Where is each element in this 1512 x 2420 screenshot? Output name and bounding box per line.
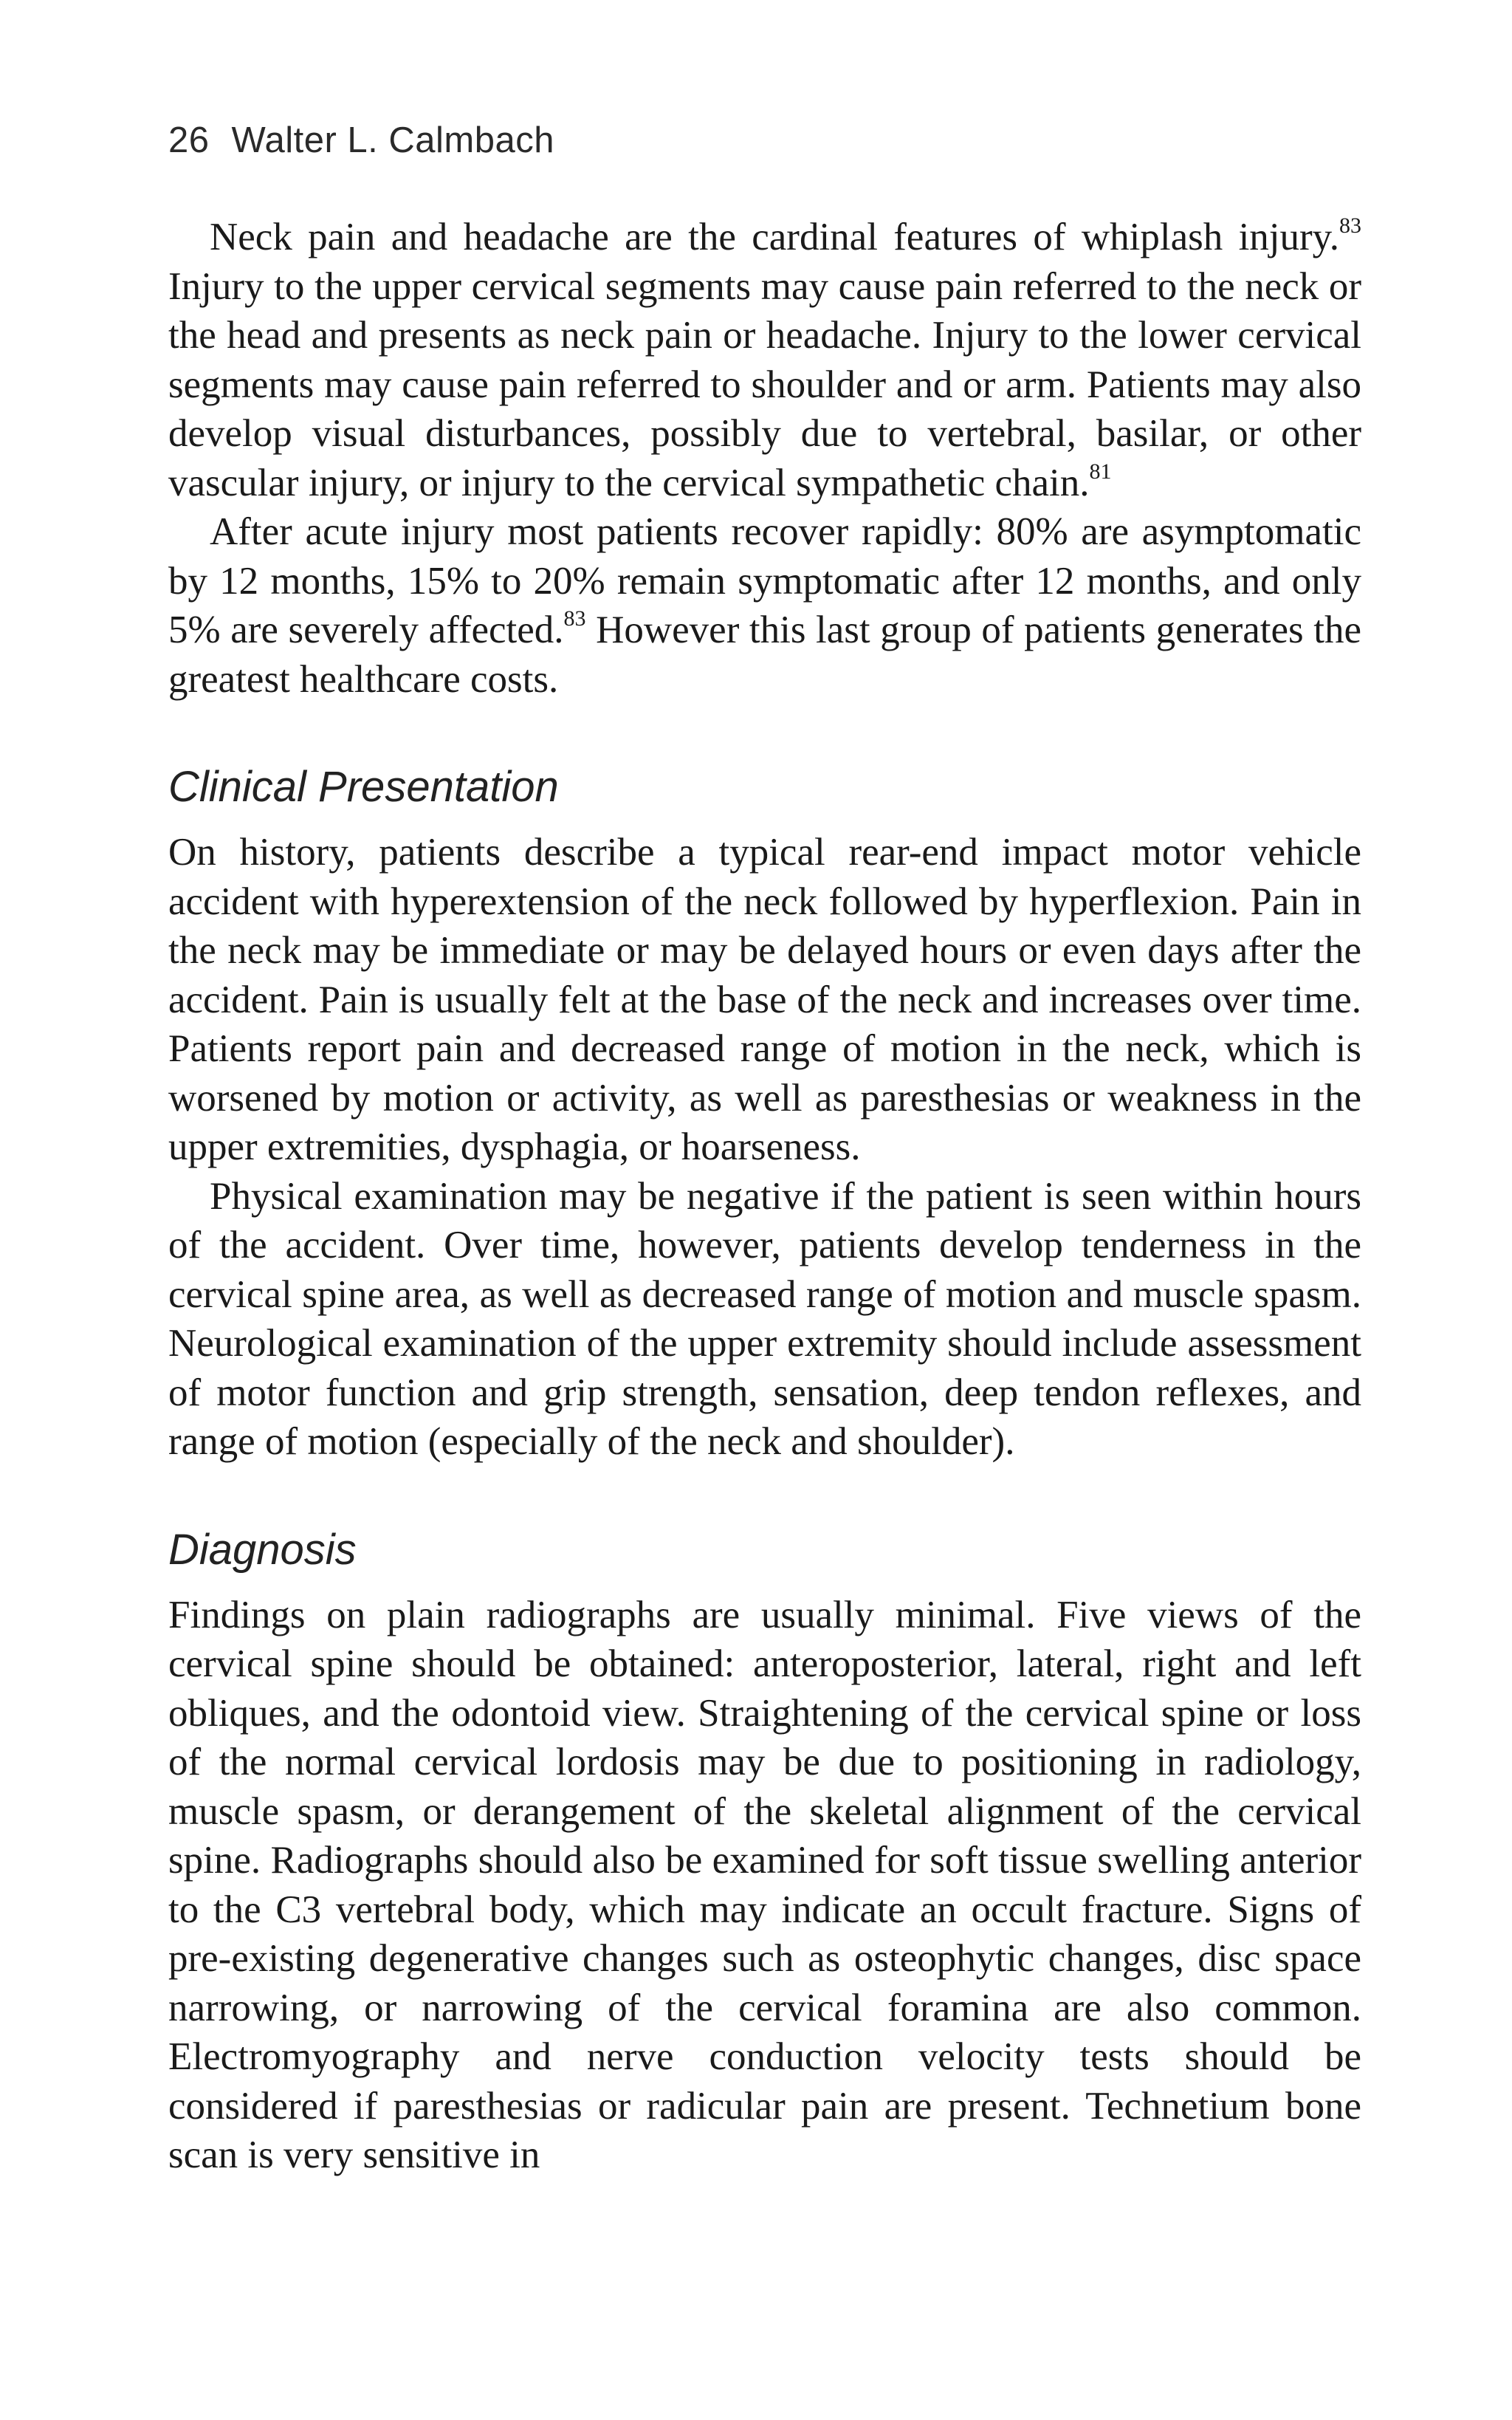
clinical-paragraph-1: On history, patients describe a typical rear-end impact motor vehicle accident with hyperextension of the neck followed by hyperflexion. Pain in the neck may be immediate or may be delayed hours or even days after the accident. Pain is usually felt at the base of the neck and increases over time. Patients report pain and decreased range of motion in the neck, which is worsened by motion or activity, as well as paresthesias or weakness in the upper extremities, dysphagia, or hoarseness. xyxy=(168,831,1361,1168)
running-head xyxy=(168,118,1361,162)
intro-paragraph-1 xyxy=(168,213,1361,507)
citation-81: 81 xyxy=(1089,459,1112,484)
intro-paragraph-2-text-a: After acute injury most patients recover rapidly: 80% are asymptomatic by 12 months, 15% to 20% remain symptomatic after 12 months, and only 5% are severely affected. xyxy=(168,510,1361,651)
citation-83-second: 83 xyxy=(563,606,586,631)
diagnosis-paragraph-1: Findings on plain radiographs are usually minimal. Five views of the cervical spine should be obtained: anteroposterior, lateral, right and left obliques, and the odontoid view. Straightening of the cervical spine or loss of the normal cervical lordosis may be due to positioning in radiology, muscle spasm, or derangement of the skeletal alignment of the cervical spine. Radiographs should also be examined for soft tissue swelling anterior to the C3 vertebral body, which may indicate an occult fracture. Signs of pre-existing degenerative changes such as osteophytic changes, disc space narrowing, or narrowing of the cervical foramina are also common. Electromyography and nerve conduction velocity tests should be considered if paresthesias or radicular pain are present. Technetium bone scan is very sensitive in xyxy=(168,1593,1361,2176)
book-page xyxy=(168,118,1361,2180)
intro-paragraph-2 xyxy=(168,507,1361,704)
section-gap xyxy=(168,1467,1361,1526)
intro-paragraph-1-text-b: Injury to the upper cervical segments may cause pain referred to the neck or the head and presents as neck pain or headache. Injury to the lower cervical segments may cause pain referred to shoulder and or arm. Patients may also develop visual disturbances, possibly due to vertebral, basilar, or other vascular injury, or injury to the cervical sympathetic chain. xyxy=(168,264,1361,504)
running-head-author: Walter L. Calmbach xyxy=(231,120,554,160)
citation-83: 83 xyxy=(1339,213,1361,239)
page-number: 26 xyxy=(168,120,210,160)
section-gap xyxy=(168,704,1361,763)
intro-paragraph-1-text-a: Neck pain and headache are the cardinal features of whiplash injury. xyxy=(210,216,1339,258)
clinical-paragraph-2: Physical examination may be negative if the patient is seen within hours of the accident. Over time, however, patients develop tenderness in the cervical spine area, as well as decreased range of motion and muscle spasm. Neurological examination of the upper extremity should include assessment of motor function and grip strength, sensation, deep tendon reflexes, and range of motion (especially of the neck and shoulder). xyxy=(168,1174,1361,1463)
heading-diagnosis: Diagnosis xyxy=(168,1525,357,1574)
heading-clinical-presentation: Clinical Presentation xyxy=(168,763,559,811)
intro-paragraph-2-text-b: However this last group of patients generates the greatest healthcare costs. xyxy=(168,609,1361,701)
